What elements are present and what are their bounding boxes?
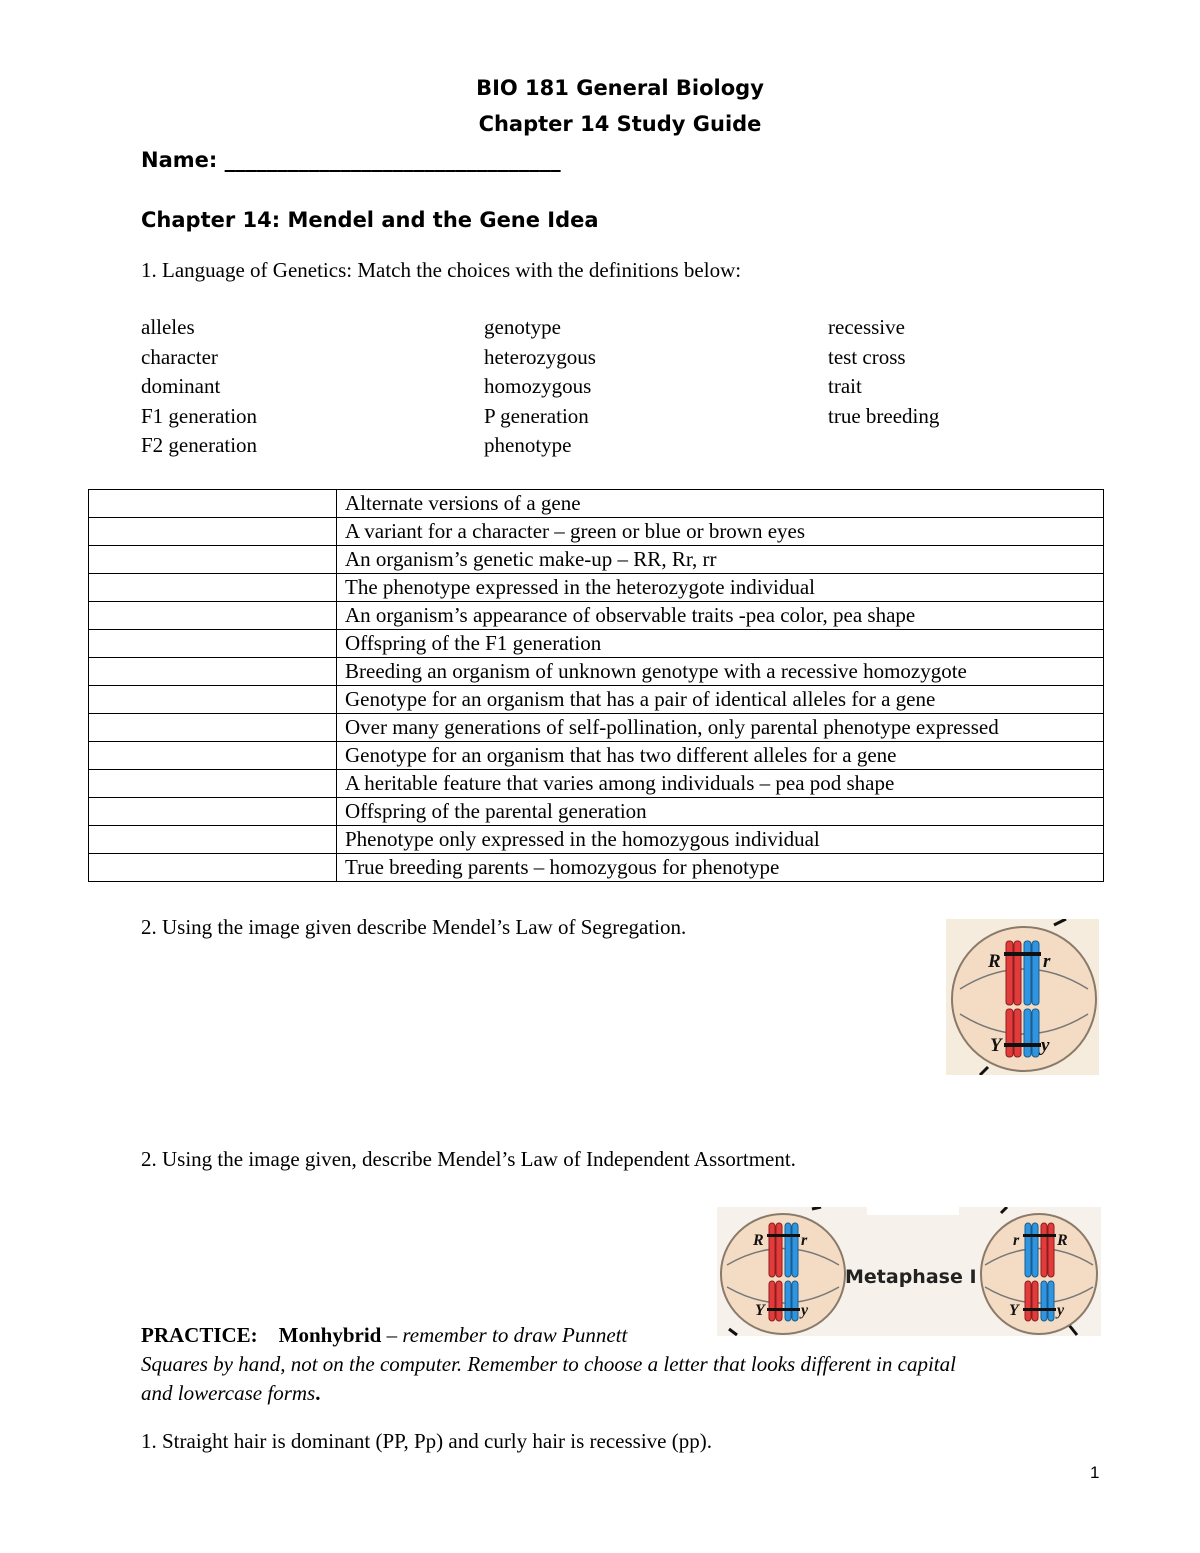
answer-cell[interactable] bbox=[89, 518, 337, 546]
allele-label: y bbox=[1041, 1035, 1050, 1056]
gene-locus-band bbox=[1004, 952, 1041, 956]
gene-locus-band bbox=[767, 1308, 800, 1311]
answer-cell[interactable] bbox=[89, 630, 337, 658]
spindle-fiber bbox=[729, 1329, 737, 1335]
q1-prompt: 1. Language of Genetics: Match the choices with the definitions below: bbox=[141, 258, 742, 282]
definition-cell: Offspring of the parental generation bbox=[337, 798, 1104, 826]
answer-cell[interactable] bbox=[89, 854, 337, 882]
word-list-column-2 bbox=[484, 313, 596, 461]
table-row bbox=[89, 658, 1104, 686]
word-choice: alleles bbox=[141, 315, 195, 339]
page-number: 1 bbox=[1090, 1463, 1100, 1482]
word-choice: phenotype bbox=[484, 433, 572, 458]
allele-label: y bbox=[1057, 1302, 1065, 1319]
definition-cell: Breeding an organism of unknown genotype with a recessive homozygote bbox=[337, 658, 1104, 686]
chromosome-red bbox=[769, 1223, 775, 1277]
allele-label: Y bbox=[755, 1302, 765, 1319]
definition-cell: An organism’s genetic make-up – RR, Rr, rr bbox=[337, 546, 1104, 574]
q2-segregation-prompt: 2. Using the image given describe Mendel’s Law of Segregation. bbox=[141, 915, 687, 939]
chromosome-blue bbox=[785, 1281, 791, 1321]
spindle-fiber bbox=[980, 1067, 988, 1075]
chromosome-blue bbox=[1025, 1223, 1031, 1277]
cell-diagram bbox=[946, 919, 1099, 1075]
gene-locus-band bbox=[767, 1234, 800, 1237]
chromosome-blue bbox=[1032, 941, 1039, 1005]
chromosome-blue bbox=[1024, 1009, 1031, 1057]
word-choice: homozygous bbox=[484, 374, 592, 399]
allele-label: r bbox=[801, 1232, 808, 1249]
name-field-label: Name: ________________________________ bbox=[141, 148, 561, 172]
chromosome-red bbox=[1041, 1223, 1047, 1277]
chromosome-red bbox=[1014, 941, 1021, 1005]
independent-assortment-figure bbox=[717, 1207, 1101, 1336]
chapter-title: Chapter 14: Mendel and the Gene Idea bbox=[141, 208, 599, 232]
word-choice: trait bbox=[828, 374, 862, 399]
answer-cell[interactable] bbox=[89, 770, 337, 798]
cell-membrane bbox=[721, 1214, 845, 1334]
chromosome-blue bbox=[792, 1223, 798, 1277]
practice-note: and lowercase forms bbox=[141, 1381, 316, 1405]
practice-dash: – bbox=[381, 1323, 403, 1347]
definition-cell: The phenotype expressed in the heterozygote individual bbox=[337, 574, 1104, 602]
definition-cell: True breeding parents – homozygous for phenotype bbox=[337, 854, 1104, 882]
spindle-fiber bbox=[1054, 919, 1066, 925]
allele-label: r bbox=[1043, 951, 1051, 972]
spindle-fiber bbox=[1069, 1325, 1077, 1335]
chromosome-blue bbox=[1032, 1223, 1038, 1277]
allele-label: y bbox=[801, 1302, 809, 1319]
answer-cell[interactable] bbox=[89, 686, 337, 714]
chromosome-blue bbox=[1024, 941, 1031, 1005]
definition-cell: Genotype for an organism that has a pair of identical alleles for a gene bbox=[337, 686, 1104, 714]
allele-label: R bbox=[988, 951, 1001, 972]
allele-label: R bbox=[753, 1232, 764, 1249]
table-row bbox=[89, 686, 1104, 714]
answer-cell[interactable] bbox=[89, 574, 337, 602]
word-list-column-1 bbox=[141, 313, 257, 461]
word-choice: dominant bbox=[141, 374, 221, 399]
definition-cell: A heritable feature that varies among individuals – pea pod shape bbox=[337, 770, 1104, 798]
practice-heading bbox=[141, 1321, 627, 1350]
answer-cell[interactable] bbox=[89, 602, 337, 630]
table-row bbox=[89, 518, 1104, 546]
definition-cell: Genotype for an organism that has two different alleles for a gene bbox=[337, 742, 1104, 770]
metaphase-diagram bbox=[717, 1207, 1101, 1336]
chromosome-blue bbox=[1041, 1281, 1047, 1321]
answer-cell[interactable] bbox=[89, 546, 337, 574]
word-choice: test cross bbox=[828, 344, 906, 369]
definition-cell: Alternate versions of a gene bbox=[337, 490, 1104, 518]
word-list-column-3 bbox=[828, 313, 939, 431]
chromosome-blue bbox=[792, 1281, 798, 1321]
practice-type: Monhybrid bbox=[278, 1323, 382, 1347]
chromosome-blue bbox=[1048, 1281, 1054, 1321]
gene-locus-band bbox=[1023, 1234, 1056, 1237]
table-row bbox=[89, 574, 1104, 602]
chromosome-red bbox=[1025, 1281, 1031, 1321]
practice-label: PRACTICE: bbox=[141, 1323, 258, 1347]
definition-cell: Offspring of the F1 generation bbox=[337, 630, 1104, 658]
word-choice: genotype bbox=[484, 315, 561, 339]
practice-period: . bbox=[315, 1381, 321, 1405]
chromosome-red bbox=[776, 1223, 782, 1277]
metaphase-label: Metaphase I bbox=[845, 1266, 977, 1288]
practice-instructions: Squares by hand, not on the computer. Remember to choose a letter that looks different in capital bbox=[141, 1352, 956, 1376]
practice-instructions-end bbox=[141, 1379, 320, 1408]
table-row bbox=[89, 490, 1104, 518]
word-choice: F1 generation bbox=[141, 403, 258, 428]
allele-label: Y bbox=[990, 1035, 1002, 1056]
definitions-table bbox=[88, 489, 1104, 882]
table-row bbox=[89, 602, 1104, 630]
chromosome-blue bbox=[1032, 1009, 1039, 1057]
word-choice: heterozygous bbox=[484, 344, 596, 369]
word-choice: P generation bbox=[484, 403, 589, 428]
cell-membrane bbox=[981, 1214, 1097, 1334]
gene-locus-band bbox=[1004, 1043, 1041, 1047]
table-row bbox=[89, 742, 1104, 770]
study-guide-title: Chapter 14 Study Guide bbox=[478, 112, 762, 136]
spindle-fiber bbox=[812, 1207, 821, 1209]
chromosome-red bbox=[1006, 941, 1013, 1005]
gene-locus-band bbox=[1023, 1308, 1056, 1311]
chromosome-red bbox=[776, 1281, 782, 1321]
chromosome-red bbox=[1032, 1281, 1038, 1321]
answer-cell[interactable] bbox=[89, 798, 337, 826]
table-row bbox=[89, 630, 1104, 658]
answer-cell[interactable] bbox=[89, 714, 337, 742]
chromosome-red bbox=[1014, 1009, 1021, 1057]
answer-cell[interactable] bbox=[89, 742, 337, 770]
cropped-label-strip bbox=[867, 1207, 959, 1215]
answer-cell[interactable] bbox=[89, 826, 337, 854]
table-row bbox=[89, 770, 1104, 798]
practice-note: remember to draw Punnett bbox=[402, 1323, 628, 1347]
answer-cell[interactable] bbox=[89, 490, 337, 518]
word-choice: recessive bbox=[828, 315, 905, 339]
table-row bbox=[89, 546, 1104, 574]
allele-label: R bbox=[1057, 1232, 1068, 1249]
chromosome-red bbox=[1048, 1223, 1054, 1277]
q2-independent-assortment-prompt: 2. Using the image given, describe Mendel’s Law of Independent Assortment. bbox=[141, 1147, 796, 1171]
spindle-fiber bbox=[1001, 1207, 1007, 1213]
table-row bbox=[89, 826, 1104, 854]
answer-cell[interactable] bbox=[89, 658, 337, 686]
chromosome-red bbox=[1006, 1009, 1013, 1057]
chromosome-red bbox=[769, 1281, 775, 1321]
definition-cell: Over many generations of self-pollination, only parental phenotype expressed bbox=[337, 714, 1104, 742]
allele-label: Y bbox=[1009, 1302, 1019, 1319]
definition-cell: Phenotype only expressed in the homozygous individual bbox=[337, 826, 1104, 854]
allele-label: r bbox=[1013, 1232, 1020, 1249]
word-choice: character bbox=[141, 344, 218, 369]
definition-cell: An organism’s appearance of observable traits -pea color, pea shape bbox=[337, 602, 1104, 630]
chromosome-blue bbox=[785, 1223, 791, 1277]
word-choice: F2 generation bbox=[141, 433, 258, 458]
course-title: BIO 181 General Biology bbox=[476, 76, 764, 100]
table-row bbox=[89, 798, 1104, 826]
table-row bbox=[89, 854, 1104, 882]
practice-item-1: 1. Straight hair is dominant (PP, Pp) and curly hair is recessive (pp). bbox=[141, 1429, 712, 1453]
table-row bbox=[89, 714, 1104, 742]
word-choice: true breeding bbox=[828, 403, 940, 428]
definition-cell: A variant for a character – green or blue or brown eyes bbox=[337, 518, 1104, 546]
segregation-figure bbox=[946, 919, 1099, 1075]
